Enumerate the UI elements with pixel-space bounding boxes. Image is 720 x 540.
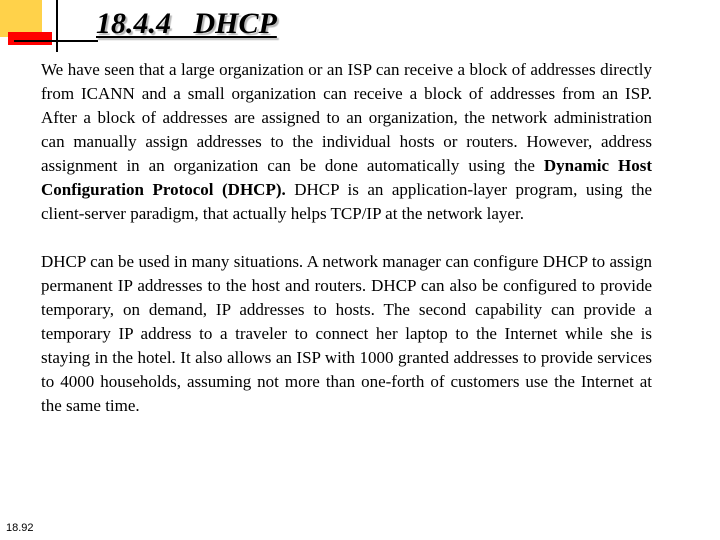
paragraph-1-text-end: DHCP is an application-layer program, using the client-server paradigm, that actually helps TCP/IP at the network layer. <box>41 180 652 223</box>
title-decoration-vertical-line <box>56 0 58 52</box>
dhcp-term: Dynamic Host Configuration Protocol (DHCP). <box>41 156 652 199</box>
title-decoration-red-bar <box>8 32 52 45</box>
slide-number: 18.92 <box>6 522 34 534</box>
slide-body <box>41 58 652 418</box>
paragraph-dhcp-intro <box>41 58 652 226</box>
paragraph-dhcp-uses: DHCP can be used in many situations. A network manager can configure DHCP to assign permanent IP addresses to the host and routers. DHCP can also be configured to provide temporary, on demand, IP addresses to hosts. The second capability can provide a temporary IP address to a traveler to connect her laptop to the Internet while she is staying in the hotel. It also allows an ISP with 1000 granted addresses to provide services to 4000 households, assuming not more than one-forth of customers use the Internet at the same time. <box>41 252 652 415</box>
paragraph-1-text-start: We have seen that a large organization or an ISP can receive a block of addresses directly from ICANN and a small organization can receive a block of addresses from an ISP. After a block of addresses are assigned to an organization, the network administration can manually assign addresses to the individual hosts or routers. However, address assignment in an organization can be done automatically using the <box>41 60 652 175</box>
title-decoration-horizontal-line <box>14 40 98 42</box>
slide-title: 18.4.4 DHCP <box>96 7 277 40</box>
